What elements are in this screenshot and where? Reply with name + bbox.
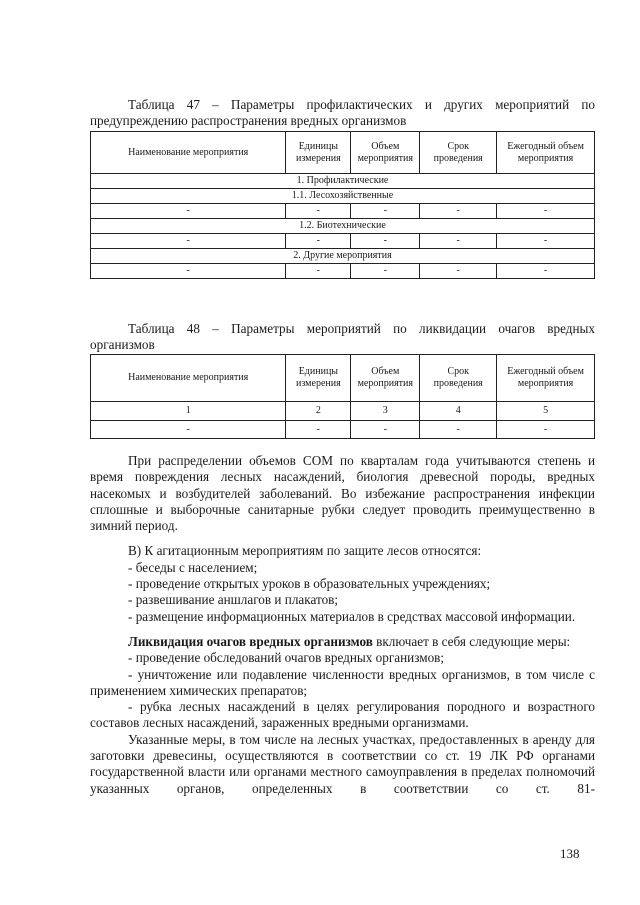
table48-caption (90, 321, 595, 353)
table-cell: - (351, 234, 420, 249)
table-cell: - (351, 421, 420, 439)
table48-header-cell: Срок проведения (420, 355, 497, 402)
table-cell: - (497, 264, 595, 279)
table47-header-cell: Срок проведения (420, 132, 497, 174)
table47-section-row (91, 219, 595, 234)
table-row (91, 204, 595, 219)
table47-section-row (91, 249, 595, 264)
table48-caption-line1: Таблица 48 – Параметры мероприятий по ликвидации очагов вредных (128, 321, 595, 336)
table47-section-label: 2. Другие мероприятия (91, 249, 595, 264)
table47-header-row (91, 132, 595, 174)
table47-section-row (91, 189, 595, 204)
paragraph-liquidation-heading (90, 634, 595, 650)
table-cell: - (286, 234, 351, 249)
liquidation-rest: включает в себя следующие меры: (372, 633, 571, 649)
table48 (90, 354, 595, 439)
table47-header-cell: Объем мероприятия (351, 132, 420, 174)
table-cell: - (497, 204, 595, 219)
table-row (91, 234, 595, 249)
list-item: - проведение обследований очагов вредных организмов; (128, 650, 445, 666)
table-cell: 4 (420, 402, 497, 421)
table-cell: 3 (351, 402, 420, 421)
paragraph-agitation-heading: В) К агитационным мероприятиям по защите лесов относятся: (128, 543, 482, 559)
table48-header-cell: Наименование мероприятия (91, 355, 286, 402)
table-cell: - (91, 264, 286, 279)
table47-caption (90, 97, 595, 129)
table-cell: - (497, 234, 595, 249)
table47-caption-line1: Таблица 47 – Параметры профилактических и других мероприятий по (128, 97, 595, 112)
table-cell: - (91, 234, 286, 249)
table-cell: - (286, 421, 351, 439)
table-cell: 5 (497, 402, 595, 421)
list-item: - рубка лесных насаждений в целях регулирования породного и возрастного составов лесных насаждений, зараженных вредными организмами. (90, 699, 595, 731)
page-number: 138 (560, 846, 580, 861)
table-cell: - (420, 264, 497, 279)
table47-header-cell: Ежегодный объем мероприятия (497, 132, 595, 174)
list-item: - развешивание аншлагов и плакатов; (128, 592, 339, 608)
table48-number-row (91, 402, 595, 421)
paragraph-som-distribution: При распределении объемов СОМ по кварталам года учитываются степень и время повреждения лесных насаждений, биология древесной породы, вредных насекомых и возбудителей заболеваний. Во избежание распространения инфекции сплошные и выборочные санитарные рубки следует проводить преимущественно в зимний период. (90, 453, 595, 534)
paragraph-measures: Указанные меры, в том числе на лесных участках, предоставленных в аренду для заготовки древесины, осуществляются в соответствии со ст. 19 ЛК РФ органами государственной власти или органами местного самоуправления в пределах полномочий указанных органов, определенных в соответствии со ст. 81- (90, 731, 595, 796)
table47-section-row (91, 174, 595, 189)
table47 (90, 131, 595, 279)
table-cell: 1 (91, 402, 286, 421)
table48-header-cell: Ежегодный объем мероприятия (497, 355, 595, 402)
list-item: - уничтожение или подавление численности вредных организмов, в том числе с применением химических препаратов; (90, 666, 595, 698)
table47-header-cell: Единицы измерения (286, 132, 351, 174)
table-row (91, 421, 595, 439)
table48-caption-line2: организмов (90, 337, 155, 352)
table-cell: - (91, 204, 286, 219)
table47-section-label: 1.1. Лесохозяйственные (91, 189, 595, 204)
table-cell: 2 (286, 402, 351, 421)
table-cell: - (420, 204, 497, 219)
table-cell: - (286, 204, 351, 219)
table48-header-row (91, 355, 595, 402)
table-cell: - (497, 421, 595, 439)
liquidation-bold-term: Ликвидация очагов вредных организмов (128, 633, 373, 649)
table48-header-cell: Единицы измерения (286, 355, 351, 402)
table47-header-cell: Наименование мероприятия (91, 132, 286, 174)
list-item: - размещение информационных материалов в средствах массовой информации. (128, 608, 576, 624)
table48-header-cell: Объем мероприятия (351, 355, 420, 402)
table47-caption-line2: предупреждению распространения вредных организмов (90, 113, 407, 128)
table-row (91, 264, 595, 279)
table47-section-label: 1. Профилактические (91, 174, 595, 189)
table-cell: - (420, 234, 497, 249)
table-cell: - (351, 204, 420, 219)
list-item: - проведение открытых уроков в образовательных учреждениях; (128, 576, 491, 592)
table-cell: - (420, 421, 497, 439)
table47-section-label: 1.2. Биотехнические (91, 219, 595, 234)
body-text (90, 453, 595, 797)
list-item: - беседы с населением; (128, 559, 258, 575)
table-cell: - (351, 264, 420, 279)
table-cell: - (286, 264, 351, 279)
table-cell: - (91, 421, 286, 439)
